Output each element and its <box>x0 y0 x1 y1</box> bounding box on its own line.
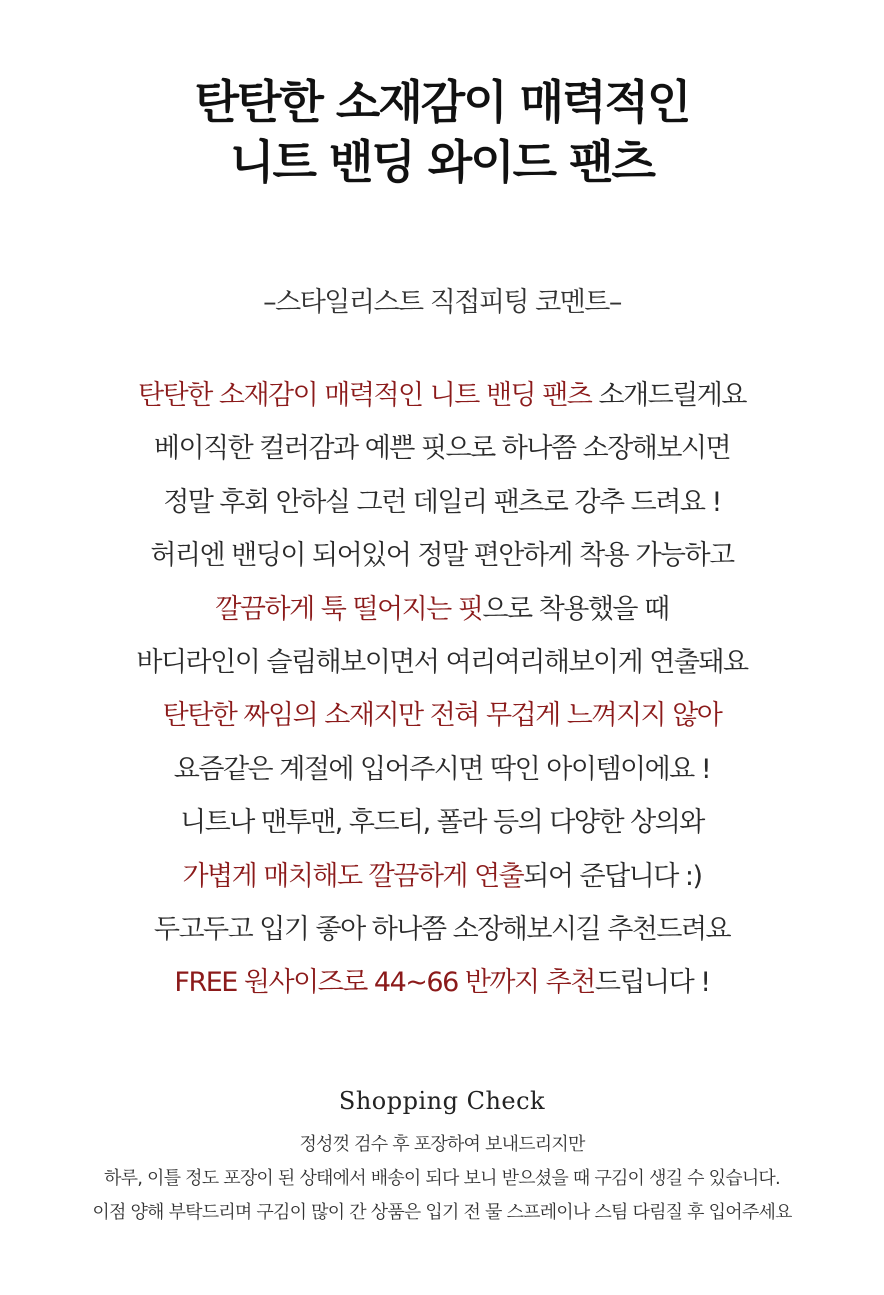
shopping-check-line: 정성껏 검수 후 포장하여 보내드리지만 <box>299 1134 585 1155</box>
title-line-2: 니트 밴딩 와이드 팬츠 <box>230 135 654 189</box>
comment-line <box>0 961 884 1014</box>
comment-line <box>0 694 884 747</box>
comment-text: 베이직한 컬러감과 예쁜 핏으로 하나쯤 소장해보시면 <box>153 433 731 465</box>
comment-text: 소개드릴게요 <box>591 380 746 411</box>
comment-line <box>0 427 884 480</box>
comment-line <box>0 801 884 854</box>
comment-line <box>0 855 884 908</box>
comment-text: 바디라인이 슬림해보이면서 여리여리해보이게 연출돼요 <box>136 646 748 678</box>
comment-line <box>0 588 884 641</box>
title-line-1: 탄탄한 소재감이 매력적인 <box>194 75 690 129</box>
comment-line <box>0 641 884 694</box>
highlighted-text: 가볍게 매치해도 깔끔하게 연출 <box>182 860 524 892</box>
shopping-check-line: 하루, 이틀 정도 포장이 된 상태에서 배송이 되다 보니 받으셨을 때 구김이 생길 수 있습니다. <box>104 1168 780 1189</box>
comment-line <box>0 374 884 427</box>
highlighted-text: 탄탄한 짜임의 소재지만 전혀 무겁게 느껴지지 않아 <box>162 700 722 732</box>
highlighted-text: 깔끔하게 툭 떨어지는 핏 <box>215 593 483 625</box>
comment-line <box>0 534 884 587</box>
comment-line <box>0 908 884 961</box>
comment-line <box>0 748 884 801</box>
comment-text: 드립니다 ! <box>594 967 710 999</box>
comment-text: 허리엔 밴딩이 되어있어 정말 편안하게 착용 가능하고 <box>150 540 734 572</box>
highlighted-text: 탄탄한 소재감이 매력적인 니트 밴딩 팬츠 <box>138 380 592 411</box>
page-title <box>0 72 884 192</box>
stylist-comment-heading: –스타일리스트 직접피팅 코멘트– <box>263 287 621 318</box>
comment-text: 두고두고 입기 좋아 하나쯤 소장해보시길 추천드려요 <box>153 913 731 945</box>
comment-text: 니트나 맨투맨, 후드티, 폴라 등의 다양한 상의와 <box>180 807 704 839</box>
comment-line <box>0 481 884 534</box>
comment-text: 으로 착용했을 때 <box>482 593 669 625</box>
comment-text: 되어 준답니다 :) <box>523 860 702 892</box>
shopping-check-title: Shopping Check <box>338 1087 546 1115</box>
shopping-check-body <box>0 1130 884 1232</box>
comment-text: 요즘같은 계절에 입어주시면 딱인 아이템이에요 ! <box>173 753 711 785</box>
comment-text: 정말 후회 안하실 그런 데일리 팬츠로 강추 드려요 ! <box>163 486 721 518</box>
highlighted-text: FREE 원사이즈로 44~66 반까지 추천 <box>174 967 595 999</box>
shopping-check-line: 이점 양해 부탁드리며 구김이 많이 간 상품은 입기 전 물 스프레이나 스팀 다림질 후 입어주세요 <box>92 1202 792 1223</box>
stylist-comment-body <box>0 374 884 1015</box>
